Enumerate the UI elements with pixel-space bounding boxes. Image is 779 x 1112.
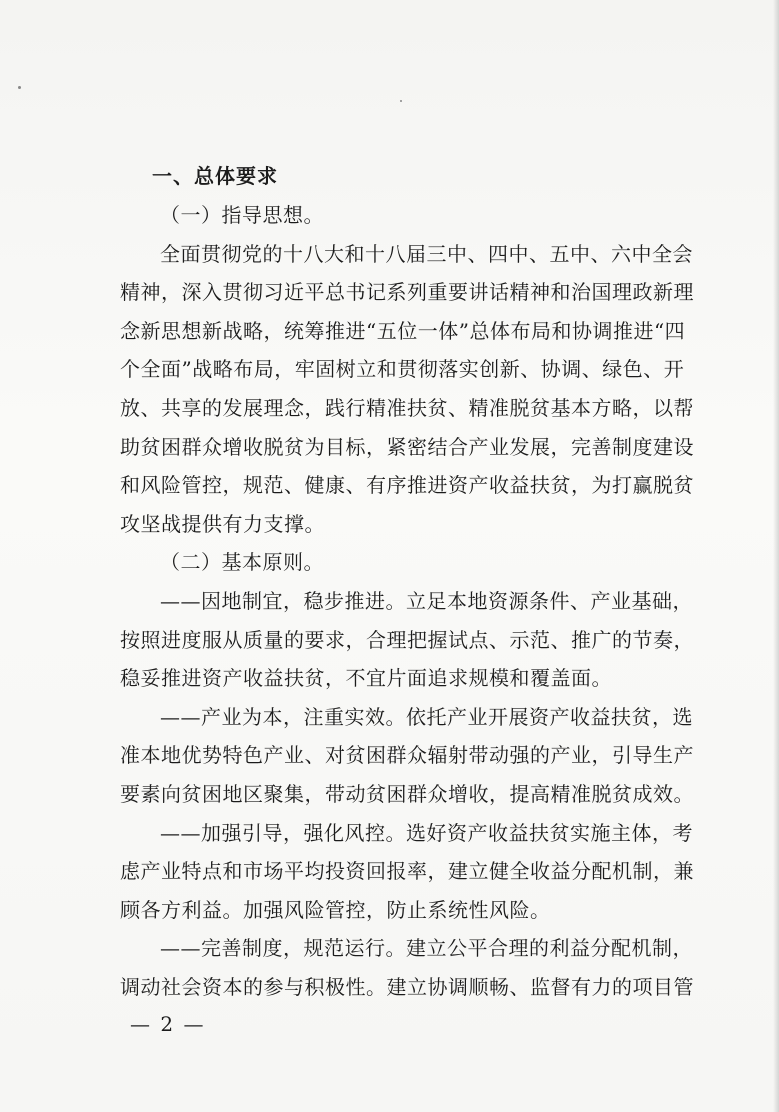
principle-4 [120,929,694,1006]
paragraph-line: ——完善制度，规范运行。建立公平合理的利益分配机制， [160,936,693,961]
principle-2 [120,698,694,814]
paragraph-line: 按照进度服从质量的要求，合理把握试点、示范、推广的节奏， [120,627,694,652]
paragraph-line: 虑产业特点和市场平均投资回报率，建立健全收益分配机制，兼 [120,859,694,884]
paragraph-guiding-ideology [120,235,694,544]
main-heading: 一、总体要求 [152,164,278,188]
paragraph-line: 放、共享的发展理念，践行精准扶贫、精准脱贫基本方略，以帮 [120,395,694,420]
paragraph-line: 全面贯彻党的十八大和十八届三中、四中、五中、六中全会 [160,241,693,266]
principle-3 [120,814,694,930]
paragraph-line: 攻坚战提供有力支撑。 [120,511,325,536]
paragraph-line: ——产业为本，注重实效。依托产业开展资产收益扶贫，选 [160,704,693,729]
paragraph-line: ——加强引导，强化风控。选好资产收益扶贫实施主体，考 [160,820,693,845]
paragraph-line: 和风险管控，规范、健康、有序推进资产收益扶贫，为打赢脱贫 [120,473,694,498]
scan-speck [18,86,21,89]
paragraph-line: 要素向贫困地区聚集，带动贫困群众增收，提高精准脱贫成效。 [120,781,694,806]
paragraph-line: 调动社会资本的参与积极性。建立协调顺畅、监督有力的项目管 [120,974,694,999]
page-edge-shadow [773,0,779,1112]
body-text [120,196,694,1006]
page-number: — 2 — [130,1012,206,1036]
paragraph-line: ——因地制宜，稳步推进。立足本地资源条件、产业基础， [160,588,693,613]
section-title: （二）基本原则。 [160,550,324,575]
paragraph-line: 精神，深入贯彻习近平总书记系列重要讲话精神和治国理政新理 [120,280,694,305]
scan-speck [400,100,402,102]
paragraph-line: 顾各方利益。加强风险管控，防止系统性风险。 [120,897,551,922]
paragraph-line: 准本地优势特色产业、对贫困群众辐射带动强的产业，引导生产 [120,743,694,768]
principle-1 [120,582,694,698]
paragraph-line: 稳妥推进资产收益扶贫，不宜片面追求规模和覆盖面。 [120,666,612,691]
paragraph-line: 个全面”战略布局，牢固树立和贯彻落实创新、协调、绿色、开 [120,357,685,382]
paragraph-line: 助贫困群众增收脱贫为目标，紧密结合产业发展，完善制度建设 [120,434,694,459]
section-title: （一）指导思想。 [160,203,324,227]
paragraph-line: 念新思想新战略，统筹推进“五位一体”总体布局和协调推进“四 [120,318,686,343]
